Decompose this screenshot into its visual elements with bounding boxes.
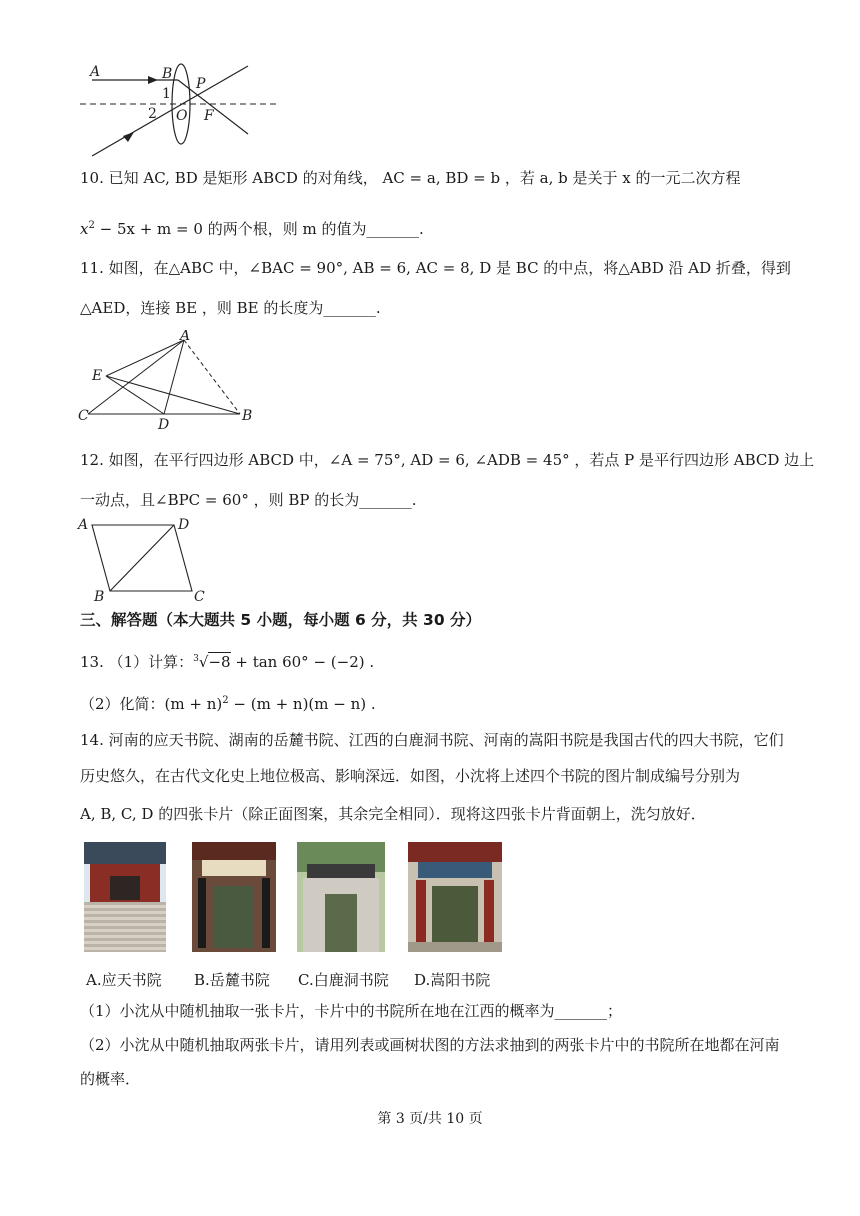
photo-yingtian-academy	[84, 842, 166, 952]
q14-part2-line1: （2）小沈从中随机抽取两张卡片，请用列表或画树状图的方法求抽到的两张卡片中的书院所在地都在河南	[80, 1036, 780, 1054]
q10-line2-rest: − 5x + m = 0 的两个根，则 m 的值为_______.	[94, 220, 424, 238]
caption-a: A.应天书院	[86, 971, 162, 989]
q9-lens-figure	[78, 58, 288, 162]
q10-x: x	[80, 220, 89, 238]
ray-lower-arrow	[123, 132, 134, 142]
q14-part2-line2: 的概率．	[80, 1070, 141, 1088]
radical-icon: √	[198, 653, 209, 671]
q14-line3: A, B, C, D 的四张卡片（除正面图案，其余完全相同）．现将这四张卡片背面朝上，洗匀放好．	[80, 805, 706, 823]
photo-bailudong-academy	[297, 842, 385, 952]
q13-part1	[80, 649, 374, 672]
section3-title: 三、解答题（本大题共 5 小题，每小题 6 分，共 30 分）	[80, 611, 482, 629]
q10-line1: 10. 已知 AC, BD 是矩形 ABCD 的对角线， AC = a, BD = b ，若 a, b 是关于 x 的一元二次方程	[80, 169, 741, 187]
q13-part1-rest: + tan 60° − (−2) .	[230, 653, 375, 671]
q10-sup: 2	[88, 220, 95, 231]
caption-b: B.岳麓书院	[194, 971, 270, 989]
label-A: A	[78, 517, 89, 533]
q14-part1: （1）小沈从中随机抽取一张卡片，卡片中的书院所在地在江西的概率为_______；	[80, 1002, 623, 1020]
label-D: D	[178, 517, 190, 533]
label-C: C	[194, 589, 205, 605]
q13-root-index: 3	[193, 654, 199, 664]
photo-yuelu-academy	[192, 842, 276, 952]
q12-line2: 一动点，且∠BPC = 60° ，则 BP 的长为_______.	[80, 491, 417, 509]
q14-line2: 历史悠久，在古代文化史上地位极高、影响深远．如图，小沈将上述四个书院的图片制成编号分别为	[80, 767, 741, 785]
q11-line1: 11. 如图，在△ABC 中，∠BAC = 90°, AB = 6, AC = 8, D 是 BC 的中点，将△ABD 沿 AD 折叠，得到	[80, 259, 791, 277]
label-1: 1	[162, 86, 171, 102]
q13-part2-label: （2）化简：(m + n)	[80, 695, 223, 713]
page-number: 第 3 页/共 10 页	[377, 1111, 483, 1127]
ray-a-arrow	[148, 76, 158, 84]
q13-part2-rest: − (m + n)(m − n) .	[228, 695, 376, 713]
seg-AD	[164, 340, 184, 414]
label-B: B	[162, 66, 173, 82]
q13-part1-label: 13. （1）计算：	[80, 653, 194, 671]
caption-c: C.白鹿洞书院	[298, 971, 389, 989]
diagonal-BD	[110, 525, 174, 591]
q13-part2-sup: 2	[222, 695, 229, 706]
seg-AB	[184, 340, 240, 414]
photo-songyang-academy	[408, 842, 502, 952]
label-A: A	[180, 330, 191, 344]
q13-part2	[80, 691, 376, 714]
q11-triangle-figure	[76, 330, 256, 432]
q14-line1: 14. 河南的应天书院、湖南的岳麓书院、江西的白鹿洞书院、河南的嵩阳书院是我国古代的四大书院，它们	[80, 731, 784, 749]
label-A: A	[90, 64, 101, 80]
label-D: D	[158, 417, 170, 432]
label-B: B	[94, 589, 105, 605]
seg-ED	[106, 376, 164, 414]
q10-line2	[80, 216, 424, 239]
label-F: F	[204, 108, 214, 124]
label-2: 2	[148, 106, 157, 122]
label-P: P	[196, 76, 206, 92]
label-B: B	[242, 408, 253, 424]
label-E: E	[92, 368, 103, 384]
q13-radicand: −8	[208, 653, 231, 671]
q12-line1: 12. 如图，在平行四边形 ABCD 中，∠A = 75°, AD = 6, ∠ADB = 45° ，若点 P 是平行四边形 ABCD 边上	[80, 451, 815, 469]
seg-CA	[88, 340, 184, 414]
q12-parallelogram-figure	[76, 515, 216, 605]
label-C: C	[78, 408, 89, 424]
caption-d: D.嵩阳书院	[414, 971, 491, 989]
q11-line2: △AED，连接 BE ，则 BE 的长度为_______.	[80, 299, 381, 317]
label-O: O	[176, 108, 188, 124]
